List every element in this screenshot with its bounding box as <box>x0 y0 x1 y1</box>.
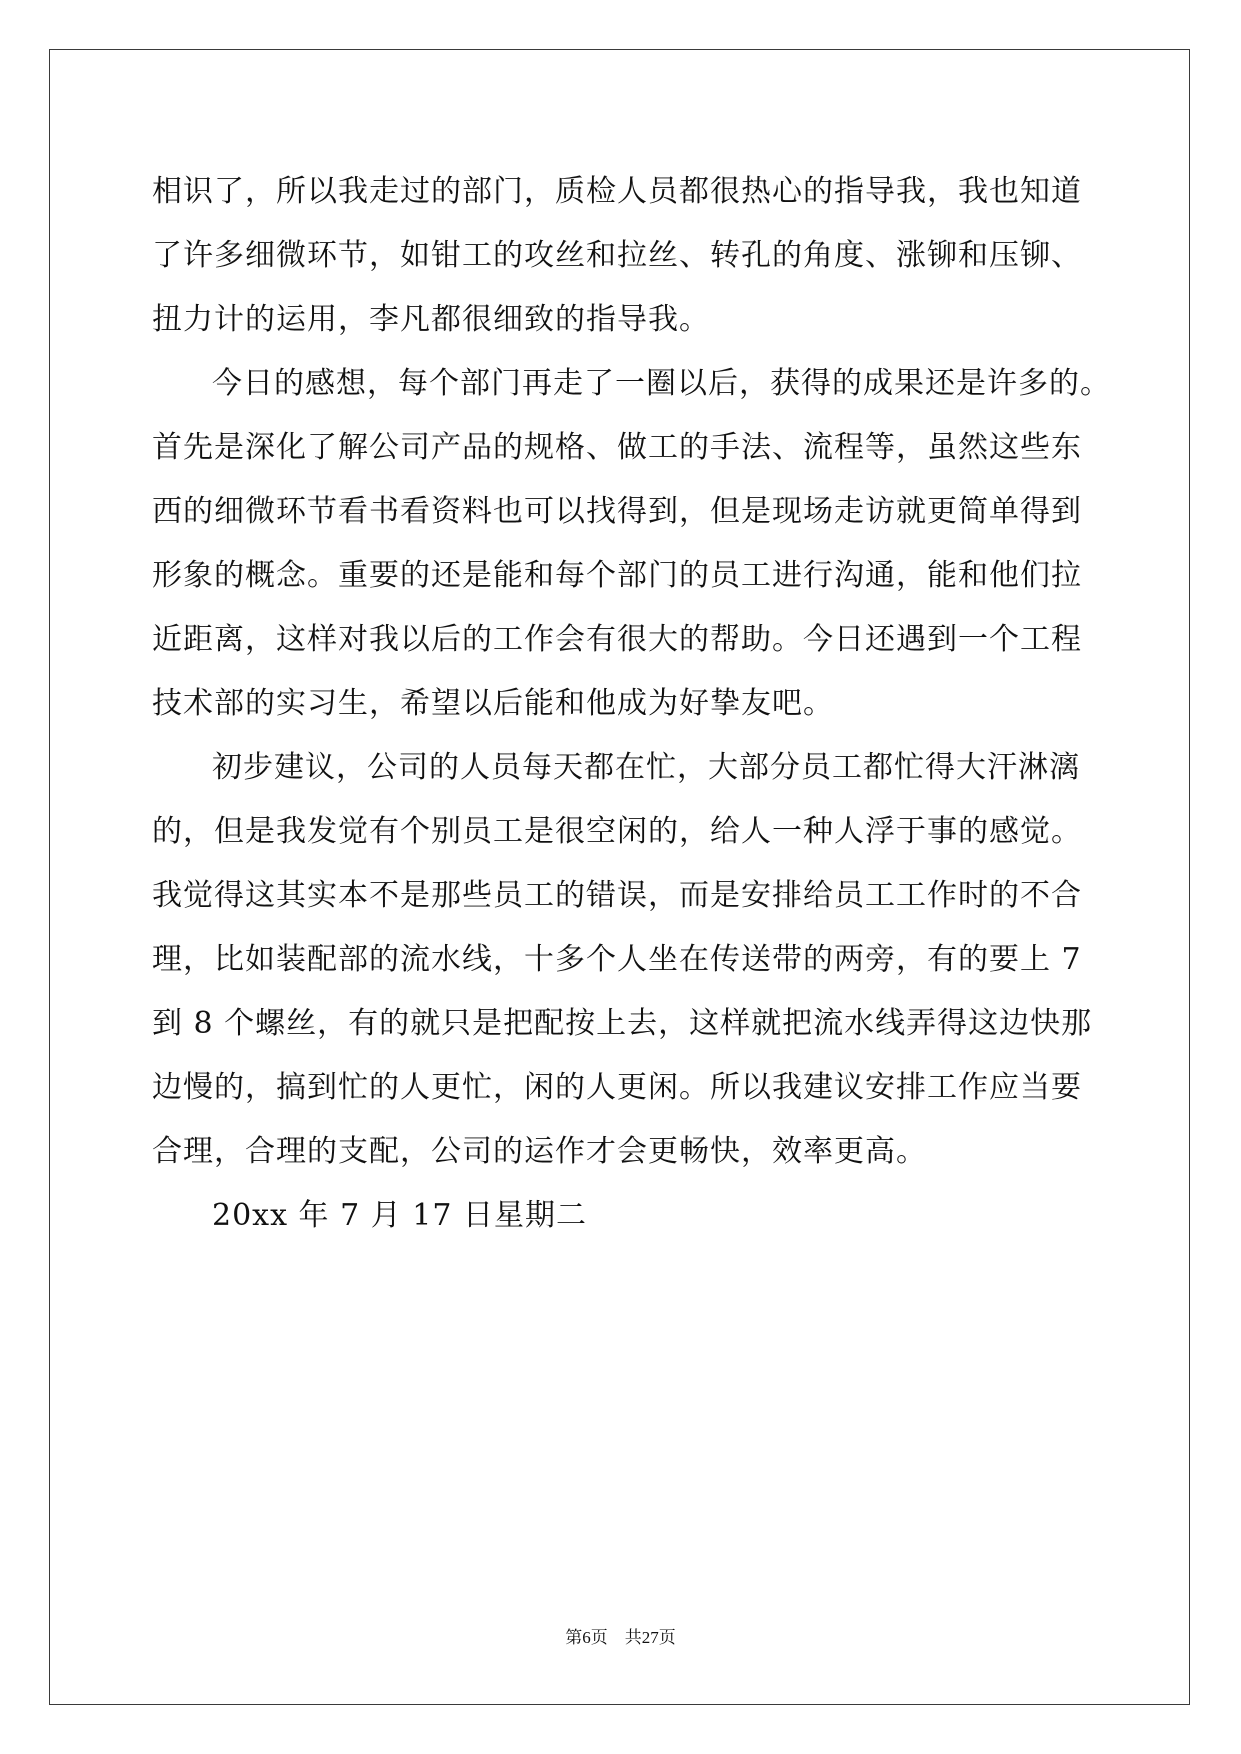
text-line-2: 了许多细微环节，如钳工的攻丝和拉丝、转孔的角度、涨铆和压铆、 <box>152 238 1082 273</box>
text-line-4: 今日的感想，每个部门再走了一圈以后，获得的成果还是许多的。 <box>212 366 1111 401</box>
text-line-12: 我觉得这其实本不是那些员工的错误，而是安排给员工工作时的不合 <box>152 878 1082 913</box>
text-line-5: 首先是深化了解公司产品的规格、做工的手法、流程等，虽然这些东 <box>152 430 1082 465</box>
page-current-number: 6 <box>582 1628 591 1647</box>
page-prefix: 第 <box>565 1628 583 1648</box>
text-line-15: 边慢的，搞到忙的人更忙，闲的人更闲。所以我建议安排工作应当要 <box>152 1070 1082 1105</box>
date-line: 20xx 年 7 月 17 日星期二 <box>212 1198 587 1233</box>
text-line-6: 西的细微环节看书看资料也可以找得到，但是现场走访就更简单得到 <box>152 494 1082 529</box>
text-line-9: 技术部的实习生，希望以后能和他成为好挚友吧。 <box>152 686 834 721</box>
document-body <box>152 160 1111 1248</box>
text-line-16: 合理，合理的支配，公司的运作才会更畅快，效率更高。 <box>152 1134 927 1169</box>
text-line-11: 的，但是我发觉有个别员工是很空闲的，给人一种人浮于事的感觉。 <box>152 814 1082 849</box>
text-line-10: 初步建议，公司的人员每天都在忙，大部分员工都忙得大汗淋漓 <box>212 750 1080 785</box>
text-line-7: 形象的概念。重要的还是能和每个部门的员工进行沟通，能和他们拉 <box>152 558 1082 593</box>
text-line-14: 到 8 个螺丝，有的就只是把配按上去，这样就把流水线弄得这边快那 <box>152 1006 1093 1041</box>
page-suffix: 页 <box>658 1628 676 1648</box>
text-line-8: 近距离，这样对我以后的工作会有很大的帮助。今日还遇到一个工程 <box>152 622 1082 657</box>
text-line-1: 相识了，所以我走过的部门，质检人员都很热心的指导我，我也知道 <box>152 174 1082 209</box>
text-line-13: 理，比如装配部的流水线，十多个人坐在传送带的两旁，有的要上 7 <box>152 942 1082 977</box>
text-line-3: 扭力计的运用，李凡都很细致的指导我。 <box>152 302 710 337</box>
page-footer <box>0 1626 1241 1650</box>
page-mid: 页 共 <box>590 1628 642 1648</box>
page-total-number: 27 <box>641 1628 659 1647</box>
